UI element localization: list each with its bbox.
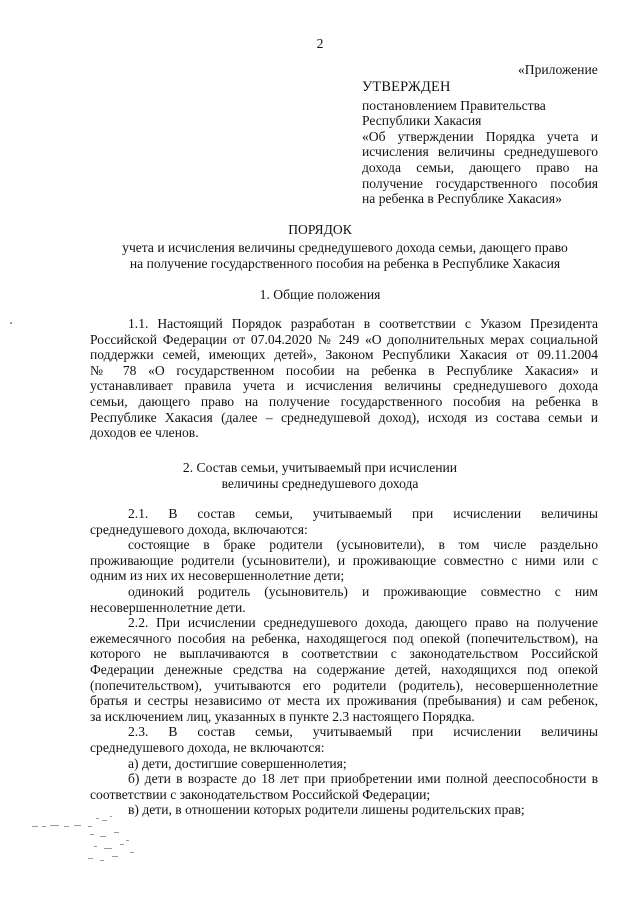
text-line: которого не выплачиваются в соответствии с законодательством Российской <box>90 646 598 662</box>
text-line: доходов ее членов. <box>90 425 199 441</box>
subtitle-line: учета и исчисления величины среднедушевого дохода семьи, дающего право <box>122 240 568 255</box>
scan-artifact-marks <box>30 812 140 872</box>
approval-line: исчисления величины среднедушевого <box>362 144 598 160</box>
text-line: среднедушевого дохода, не включаются: <box>90 739 325 755</box>
text-line: б) дети в возрасте до 18 лет при приобретении ими полной дееспособности в <box>128 771 598 787</box>
approval-line: постановлением Правительства <box>362 97 546 113</box>
text-line: а) дети, достигшие совершеннолетия; <box>128 755 347 771</box>
text-line: в) дети, в отношении которых родители лишены родительских прав; <box>128 802 525 818</box>
text-line: состоящие в браке родители (усыновители), в том числе раздельно <box>128 537 598 553</box>
text-line: поддержки семей, имеющих детей», Законом Республики Хакасия от 09.11.2004 <box>90 347 598 363</box>
approval-block <box>362 80 598 207</box>
section-1-body <box>90 316 598 441</box>
text-line: 2.2. При исчислении среднедушевого дохода, дающего право на получение <box>128 615 598 631</box>
page-number: 2 <box>316 36 324 51</box>
text-line: (попечительством), учитываются его родители (родитель), несовершеннолетние <box>90 677 598 693</box>
text-line: 2.3. В состав семьи, учитываемый при исчислении величины <box>128 724 598 740</box>
text-line: Федерации денежные средства на содержание детей, находящихся под опекой <box>90 661 598 677</box>
text-line: за исключением лиц, указанных в пункте 2.3 настоящего Порядка. <box>90 708 475 724</box>
heading-line: величины среднедушевого дохода <box>221 475 419 491</box>
section-1-heading: 1. Общие положения <box>259 287 381 302</box>
subtitle-line: на получение государственного пособия на ребенка в Республике Хакасия <box>129 255 561 271</box>
document-subtitle <box>90 240 600 271</box>
text-line: № 78 «О государственном пособии на ребенка в Республике Хакасия» и <box>90 362 598 378</box>
text-line: соответствии с законодательством Российской Федерации; <box>90 786 431 802</box>
text-line: Республике Хакасия (далее – среднедушевой доход), исходя из состава семьи и <box>90 409 598 425</box>
text-line: устанавливает правила учета и исчисления величины среднедушевого дохода <box>90 378 598 394</box>
text-line: одинокий родитель (усыновитель) и проживающие совместно с ним <box>128 583 598 599</box>
document-title: ПОРЯДОК <box>288 222 352 237</box>
appendix-label: «Приложение <box>518 62 598 77</box>
approval-line: получение государственного пособия <box>362 175 598 191</box>
scan-artifact-dot <box>8 318 14 328</box>
approval-line: «Об утверждении Порядка учета и <box>362 128 598 144</box>
heading-line: 2. Состав семьи, учитываемый при исчислении <box>182 460 458 475</box>
text-line: 2.1. В состав семьи, учитываемый при исчислении величины <box>128 506 598 521</box>
approval-line: дохода семьи, дающего право на <box>362 159 598 175</box>
text-line: Российской Федерации от 07.04.2020 № 249 «О дополнительных мерах социальной <box>90 331 598 347</box>
text-line: ежемесячного пособия на ребенка, находящегося под опекой (попечительством), на <box>90 630 598 646</box>
text-line: 1.1. Настоящий Порядок разработан в соответствии с Указом Президента <box>128 316 598 331</box>
text-line: братья и сестры независимо от места их проживания (пребывания) и сам ребенок, <box>90 693 598 709</box>
text-line: среднедушевого дохода, включаются: <box>90 521 308 537</box>
approval-line: Республики Хакасия <box>362 113 482 129</box>
text-line: одним из них их несовершеннолетние дети; <box>90 568 345 584</box>
section-2-heading <box>0 460 640 491</box>
approval-line: на ребенка в Республике Хакасия» <box>362 191 562 207</box>
text-line: семьи, дающего право на получение государственного пособия на ребенка в <box>90 393 598 409</box>
text-line: проживающие родители (усыновители), и проживающие совместно с ними или с <box>90 552 598 568</box>
text-line: несовершеннолетние дети. <box>90 599 246 615</box>
section-2-body <box>90 506 598 818</box>
approval-title: УТВЕРЖДЕН <box>362 79 451 95</box>
